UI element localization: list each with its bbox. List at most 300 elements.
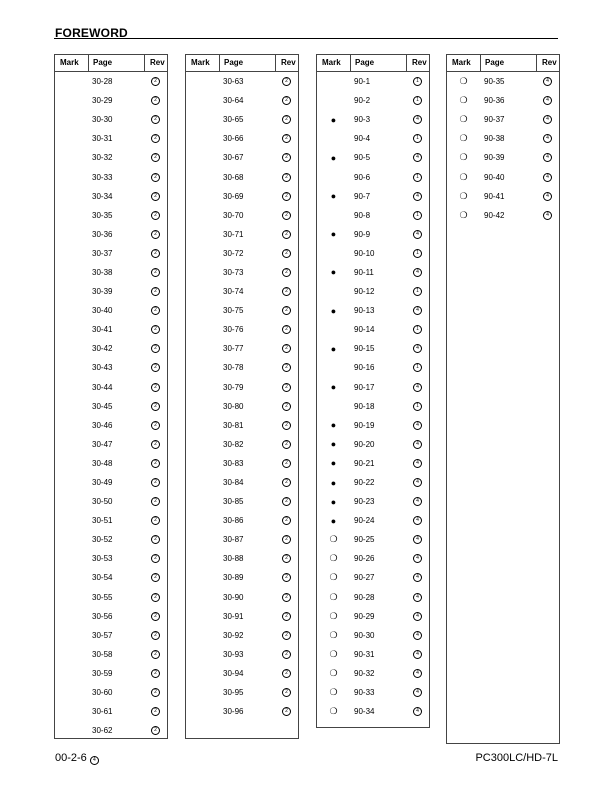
rev-circle: 2: [151, 306, 160, 315]
page-number: 30-72: [223, 248, 244, 258]
table-row: [447, 206, 559, 225]
table-row: [186, 397, 298, 416]
mark-symbol: ●: [330, 458, 337, 469]
page-number: 90-24: [354, 516, 375, 526]
page-number: 90-25: [354, 535, 375, 545]
rev-cell: [144, 249, 167, 258]
rev-cell: [144, 325, 167, 334]
rev-cell: [406, 421, 429, 430]
page-number: 30-88: [223, 554, 244, 564]
table-row: [186, 91, 298, 110]
revision-table: [54, 54, 168, 739]
col-header-page: Page: [219, 55, 275, 71]
rev-circle: 2: [151, 650, 160, 659]
rev-circle: 4: [543, 96, 552, 105]
rev-cell: [144, 192, 167, 201]
rev-circle: 4: [543, 134, 552, 143]
rev-cell: [536, 192, 559, 201]
page-number: 30-75: [223, 306, 244, 316]
rev-circle: 4: [413, 230, 422, 239]
page-number: 90-17: [354, 382, 375, 392]
col-header-rev: Rev: [275, 55, 298, 71]
page-number: 30-86: [223, 516, 244, 526]
table-row: [317, 416, 429, 435]
rev-circle: 2: [282, 535, 291, 544]
table-row: [55, 378, 167, 397]
table-row: [55, 492, 167, 511]
page-number: 90-35: [484, 77, 505, 87]
rev-cell: [406, 573, 429, 582]
page-number: 90-16: [354, 363, 375, 373]
rev-cell: [275, 612, 298, 621]
table-row: [317, 167, 429, 186]
table-header: [55, 55, 167, 72]
rev-circle: 1: [413, 363, 422, 372]
rev-circle: 2: [151, 669, 160, 678]
page-number: 30-48: [92, 458, 113, 468]
rev-cell: [275, 593, 298, 602]
table-row: [317, 568, 429, 587]
rev-cell: [275, 77, 298, 86]
table-row: [317, 225, 429, 244]
mark-symbol: ❍: [329, 534, 338, 545]
rev-circle: 1: [413, 173, 422, 182]
table-row: [186, 607, 298, 626]
table-row: [186, 588, 298, 607]
mark-symbol: ❍: [329, 572, 338, 583]
rev-cell: [406, 96, 429, 105]
table-row: [317, 607, 429, 626]
rev-circle: 2: [151, 287, 160, 296]
page-number: 30-28: [92, 77, 113, 87]
page-number: 30-55: [92, 592, 113, 602]
table-row: [317, 263, 429, 282]
rev-cell: [275, 535, 298, 544]
table-row: [55, 397, 167, 416]
table-row: [317, 473, 429, 492]
rev-cell: [406, 153, 429, 162]
table-row: [186, 454, 298, 473]
rev-cell: [144, 497, 167, 506]
rev-cell: [275, 402, 298, 411]
rev-cell: [275, 344, 298, 353]
rev-cell: [144, 173, 167, 182]
rev-cell: [406, 249, 429, 258]
page-number: 30-69: [223, 191, 244, 201]
page-number: 30-93: [223, 649, 244, 659]
rev-circle: 2: [151, 516, 160, 525]
rev-cell: [275, 363, 298, 372]
rev-cell: [275, 554, 298, 563]
rev-circle: 4: [413, 535, 422, 544]
rev-circle: 2: [151, 230, 160, 239]
rev-cell: [406, 593, 429, 602]
rev-cell: [144, 726, 167, 735]
rev-cell: [406, 287, 429, 296]
table-row: [317, 72, 429, 91]
rev-cell: [275, 688, 298, 697]
table-row: [55, 416, 167, 435]
mark-symbol: ●: [330, 114, 337, 125]
table-row: [186, 378, 298, 397]
col-header-page: Page: [350, 55, 406, 71]
rev-circle: 2: [282, 192, 291, 201]
table-row: [186, 702, 298, 721]
table-row: [55, 301, 167, 320]
rev-cell: [275, 573, 298, 582]
rev-circle: 2: [151, 115, 160, 124]
mark-symbol: ●: [330, 382, 337, 393]
table-row: [186, 263, 298, 282]
mark-symbol: ❍: [329, 591, 338, 602]
rev-cell: [536, 211, 559, 220]
mark-symbol: ●: [330, 229, 337, 240]
table-row: [55, 645, 167, 664]
page-number: 30-63: [223, 77, 244, 87]
rev-cell: [275, 96, 298, 105]
rev-cell: [144, 516, 167, 525]
page-number: 30-58: [92, 649, 113, 659]
mark-symbol: ❍: [459, 76, 468, 87]
table-row: [55, 282, 167, 301]
rev-cell: [275, 115, 298, 124]
mark-symbol: ❍: [459, 171, 468, 182]
rev-cell: [406, 459, 429, 468]
rev-cell: [406, 173, 429, 182]
rev-circle: 2: [282, 631, 291, 640]
rev-cell: [406, 192, 429, 201]
rev-circle: 2: [151, 192, 160, 201]
table-row: [186, 320, 298, 339]
page-number: 90-6: [354, 172, 371, 182]
rev-circle: 4: [413, 707, 422, 716]
page-number: 30-67: [223, 153, 244, 163]
page-number: 90-9: [354, 229, 371, 239]
table-row: [55, 320, 167, 339]
page-number: 90-32: [354, 668, 375, 678]
rev-circle: 4: [413, 192, 422, 201]
mark-symbol: ●: [330, 191, 337, 202]
page-number: 30-34: [92, 191, 113, 201]
table-row: [55, 129, 167, 148]
mark-symbol: ❍: [329, 553, 338, 564]
page-number: 30-90: [223, 592, 244, 602]
mark-symbol: ❍: [329, 667, 338, 678]
page-number: 30-51: [92, 516, 113, 526]
table-row: [317, 129, 429, 148]
rev-cell: [406, 402, 429, 411]
rev-circle: 2: [282, 115, 291, 124]
rev-circle: 2: [282, 554, 291, 563]
page-number: 30-43: [92, 363, 113, 373]
rev-cell: [144, 478, 167, 487]
page-number: 90-8: [354, 210, 371, 220]
page-number: 30-57: [92, 630, 113, 640]
page-number: 30-53: [92, 554, 113, 564]
table-row: [317, 91, 429, 110]
page-number: 30-54: [92, 573, 113, 583]
page-number: 90-11: [354, 267, 374, 277]
table-row: [55, 167, 167, 186]
table-header: [186, 55, 298, 72]
rev-circle: 2: [151, 249, 160, 258]
mark-symbol: ●: [330, 477, 337, 488]
rev-cell: [275, 440, 298, 449]
rev-cell: [144, 268, 167, 277]
page-number: 30-73: [223, 267, 244, 277]
rev-cell: [144, 593, 167, 602]
revision-table: [446, 54, 560, 744]
page-number: 30-60: [92, 688, 113, 698]
rev-circle: 4: [413, 497, 422, 506]
table-row: [186, 225, 298, 244]
rev-cell: [275, 669, 298, 678]
table-row: [55, 568, 167, 587]
rev-circle: 1: [413, 325, 422, 334]
rev-circle: 2: [151, 554, 160, 563]
rev-circle: 2: [151, 688, 160, 697]
page-number: 30-76: [223, 325, 244, 335]
rev-cell: [406, 554, 429, 563]
rev-circle: 2: [282, 688, 291, 697]
rev-cell: [275, 173, 298, 182]
table-row: [55, 530, 167, 549]
rev-circle: 1: [413, 249, 422, 258]
rev-cell: [406, 306, 429, 315]
table-row: [317, 320, 429, 339]
table-row: [186, 645, 298, 664]
mark-symbol: ❍: [329, 687, 338, 698]
rev-circle: 4: [413, 688, 422, 697]
page-number: 90-5: [354, 153, 371, 163]
page-number: 30-64: [223, 96, 244, 106]
table-row: [317, 206, 429, 225]
page-number: 90-3: [354, 115, 371, 125]
rev-circle: 2: [282, 593, 291, 602]
table-row: [55, 702, 167, 721]
rev-cell: [144, 153, 167, 162]
rev-circle: 4: [413, 344, 422, 353]
table-row: [55, 244, 167, 263]
rev-circle: 2: [151, 593, 160, 602]
page-number: 90-26: [354, 554, 375, 564]
table-row: [317, 645, 429, 664]
page-number: 90-28: [354, 592, 375, 602]
footer-page-code: [55, 752, 99, 765]
revision-table: [316, 54, 430, 728]
rev-cell: [144, 77, 167, 86]
rev-cell: [275, 707, 298, 716]
rev-cell: [536, 96, 559, 105]
mark-symbol: ❍: [329, 610, 338, 621]
rev-cell: [144, 650, 167, 659]
table-row: [186, 416, 298, 435]
rev-circle: 4: [413, 306, 422, 315]
mark-symbol: ●: [330, 515, 337, 526]
table-row: [317, 187, 429, 206]
revision-table: [185, 54, 299, 739]
table-row: [186, 72, 298, 91]
page-number: 90-33: [354, 688, 375, 698]
rev-circle: 2: [282, 344, 291, 353]
rev-cell: [406, 478, 429, 487]
rev-circle: 2: [282, 440, 291, 449]
table-row: [447, 72, 559, 91]
page-number: 30-87: [223, 535, 244, 545]
rev-circle: 2: [151, 325, 160, 334]
rev-circle: 2: [151, 402, 160, 411]
mark-symbol: ❍: [329, 706, 338, 717]
rev-circle: 2: [151, 363, 160, 372]
page-number: 30-82: [223, 439, 244, 449]
rev-cell: [406, 631, 429, 640]
rev-cell: [275, 134, 298, 143]
mark-symbol: ❍: [459, 209, 468, 220]
rev-cell: [536, 134, 559, 143]
rev-circle: 2: [151, 459, 160, 468]
page-number: 30-70: [223, 210, 244, 220]
rev-circle: 2: [151, 707, 160, 716]
rev-cell: [275, 268, 298, 277]
page-number: 30-35: [92, 210, 113, 220]
rev-cell: [275, 211, 298, 220]
rev-cell: [275, 153, 298, 162]
page-number: 30-36: [92, 229, 113, 239]
rev-cell: [144, 344, 167, 353]
table-row: [55, 454, 167, 473]
rev-cell: [536, 153, 559, 162]
rev-circle: 4: [413, 440, 422, 449]
rev-circle: 2: [151, 535, 160, 544]
col-header-mark: Mark: [452, 58, 471, 67]
rev-circle: 2: [151, 573, 160, 582]
page-number: 90-18: [354, 401, 375, 411]
rev-cell: [144, 306, 167, 315]
table-row: [55, 358, 167, 377]
rev-circle: 4: [413, 153, 422, 162]
rev-circle: 2: [282, 459, 291, 468]
table-row: [447, 129, 559, 148]
table-row: [55, 206, 167, 225]
rev-circle: 2: [151, 421, 160, 430]
rev-circle: 1: [413, 77, 422, 86]
rev-cell: [275, 631, 298, 640]
table-row: [186, 435, 298, 454]
rev-cell: [536, 173, 559, 182]
col-header-mark: Mark: [191, 58, 210, 67]
mark-symbol: ❍: [329, 648, 338, 659]
page-number: 30-50: [92, 497, 113, 507]
page-number: 90-36: [484, 96, 505, 106]
table-row: [186, 148, 298, 167]
table-row: [55, 225, 167, 244]
rev-circle: 4: [413, 459, 422, 468]
page-number: 90-31: [354, 649, 375, 659]
page-number: 90-7: [354, 191, 371, 201]
table-row: [55, 263, 167, 282]
col-header-page: Page: [480, 55, 536, 71]
rev-circle: 2: [282, 96, 291, 105]
rev-circle: 4: [413, 650, 422, 659]
rev-cell: [406, 650, 429, 659]
col-header-page: Page: [88, 55, 144, 71]
rev-cell: [406, 669, 429, 678]
rev-cell: [275, 325, 298, 334]
mark-symbol: ●: [330, 305, 337, 316]
table-row: [55, 187, 167, 206]
page-number: 30-47: [92, 439, 113, 449]
rev-circle: 2: [282, 669, 291, 678]
rev-circle: 1: [413, 287, 422, 296]
table-row: [317, 664, 429, 683]
page-number: 30-89: [223, 573, 244, 583]
page-number: 30-78: [223, 363, 244, 373]
page-number: 90-21: [354, 458, 375, 468]
table-row: [317, 702, 429, 721]
table-row: [55, 626, 167, 645]
page-number: 90-19: [354, 420, 375, 430]
rev-cell: [275, 383, 298, 392]
table-row: [317, 454, 429, 473]
rev-cell: [144, 96, 167, 105]
table-row: [186, 282, 298, 301]
table-row: [186, 511, 298, 530]
table-row: [55, 435, 167, 454]
footer-model: PC300LC/HD-7L: [475, 752, 558, 764]
page-number: 90-12: [354, 287, 375, 297]
table-row: [317, 301, 429, 320]
table-header: [317, 55, 429, 72]
page-number: 30-40: [92, 306, 113, 316]
rev-circle: 2: [282, 230, 291, 239]
rev-cell: [275, 459, 298, 468]
table-row: [186, 167, 298, 186]
page-number: 90-10: [354, 248, 375, 258]
rev-circle: 2: [282, 402, 291, 411]
rev-circle: 4: [413, 268, 422, 277]
table-row: [55, 549, 167, 568]
rev-circle: 4: [413, 383, 422, 392]
rev-cell: [275, 516, 298, 525]
page-number: 90-27: [354, 573, 375, 583]
page-number: 90-39: [484, 153, 505, 163]
rev-cell: [406, 516, 429, 525]
rev-circle: 2: [151, 383, 160, 392]
rev-circle: 4: [543, 77, 552, 86]
rev-circle: 2: [282, 707, 291, 716]
table-row: [317, 148, 429, 167]
table-row: [55, 607, 167, 626]
page-number: 90-2: [354, 96, 371, 106]
rev-cell: [275, 192, 298, 201]
rev-circle: 2: [282, 211, 291, 220]
table-row: [317, 626, 429, 645]
rev-circle: 2: [282, 573, 291, 582]
table-row: [186, 568, 298, 587]
rev-cell: [406, 688, 429, 697]
rev-circle: 2: [282, 249, 291, 258]
table-row: [55, 511, 167, 530]
table-row: [55, 664, 167, 683]
page-number: 30-94: [223, 668, 244, 678]
mark-symbol: ●: [330, 439, 337, 450]
rev-circle: 4: [413, 554, 422, 563]
page-number: 90-22: [354, 478, 375, 488]
rev-cell: [144, 612, 167, 621]
page-number: 30-66: [223, 134, 244, 144]
rev-circle: 2: [282, 421, 291, 430]
rev-cell: [144, 115, 167, 124]
